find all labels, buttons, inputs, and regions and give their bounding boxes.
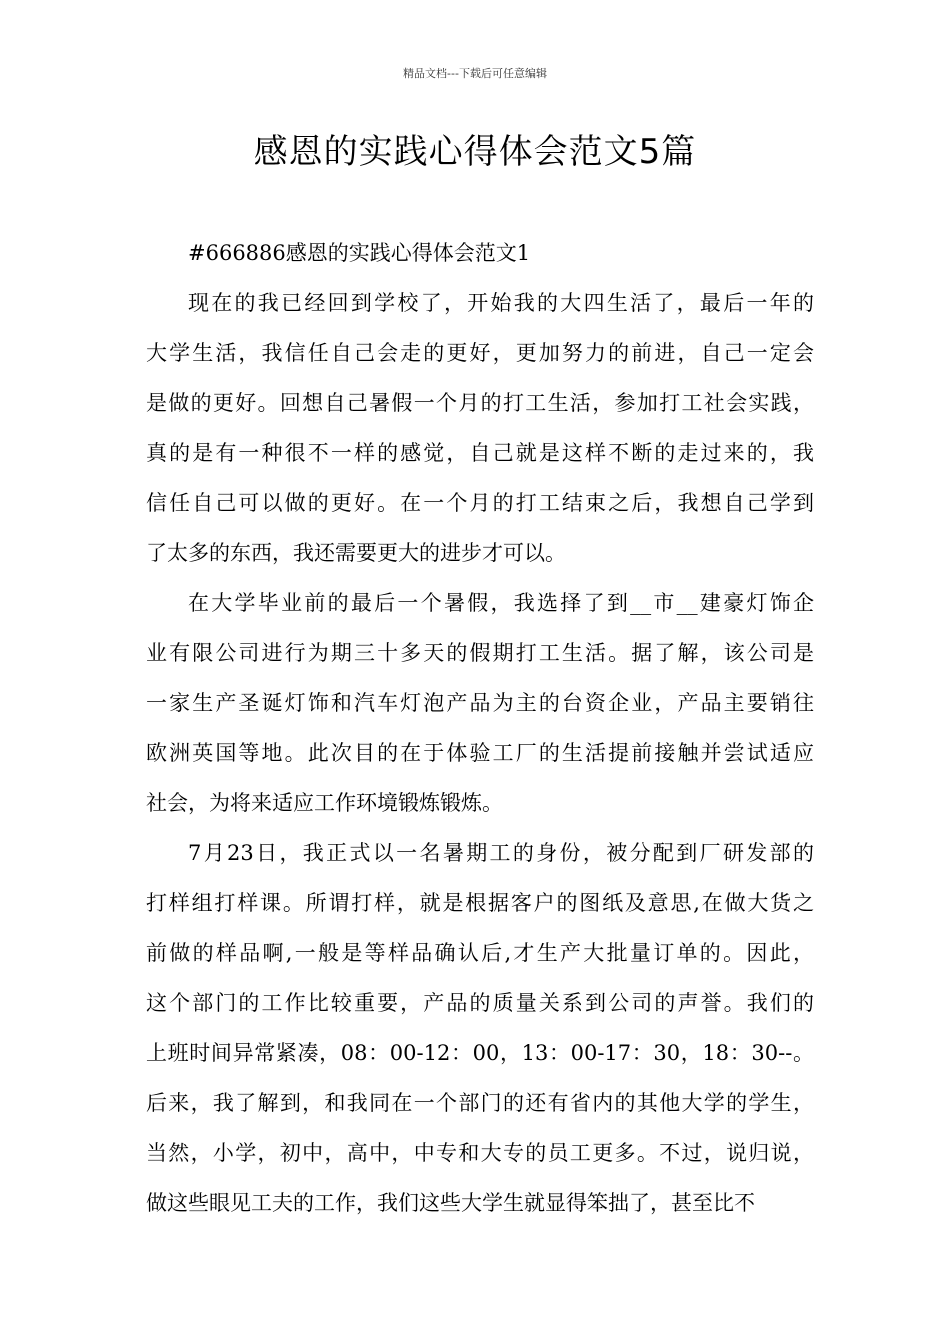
text-line: 这个部门的工作比较重要，产品的质量关系到公司的声誉。我们的 bbox=[146, 991, 814, 1015]
text-line: 欧洲英国等地。此次目的在于体验工厂的生活提前接触并尝试适应 bbox=[146, 741, 814, 765]
paragraph-3 bbox=[146, 828, 814, 1228]
text-line: 一家生产圣诞灯饰和汽车灯泡产品为主的台资企业，产品主要销往 bbox=[146, 691, 814, 715]
text-line: 社会，为将来适应工作环境锻炼锻炼。 bbox=[146, 791, 503, 815]
text-line: 业有限公司进行为期三十多天的假期打工生活。据了解，该公司是 bbox=[146, 641, 814, 665]
text-line: 了太多的东西，我还需要更大的进步才可以。 bbox=[146, 541, 566, 565]
text-line: 大学生活，我信任自己会走的更好，更加努力的前进，自己一定会 bbox=[146, 341, 814, 365]
text-line: 后来，我了解到，和我同在一个部门的还有省内的其他大学的学生， bbox=[146, 1091, 814, 1115]
paragraph-2 bbox=[146, 578, 814, 828]
text-line: 是做的更好。回想自己暑假一个月的打工生活，参加打工社会实践， bbox=[146, 391, 814, 415]
document-title: 感恩的实践心得体会范文5篇 bbox=[253, 132, 697, 172]
paragraph-1 bbox=[146, 278, 814, 578]
text-line: 上班时间异常紧凑，08：00-12：00，13：00-17：30，18：30--。 bbox=[146, 1041, 814, 1065]
text-line: 当然，小学，初中，高中，中专和大专的员工更多。不过，说归说， bbox=[146, 1141, 814, 1165]
text-line: 做这些眼见工夫的工作，我们这些大学生就显得笨拙了，甚至比不 bbox=[146, 1191, 755, 1215]
text-line: 7月23日，我正式以一名暑期工的身份，被分配到厂研发部的 bbox=[188, 841, 814, 865]
text-line: 真的是有一种很不一样的感觉，自己就是这样不断的走过来的，我 bbox=[146, 441, 814, 465]
document-body bbox=[146, 228, 814, 1228]
text-line: 打样组打样课。所谓打样，就是根据客户的图纸及意思,在做大货之 bbox=[146, 891, 814, 915]
text-line: 在大学毕业前的最后一个暑假，我选择了到__市__建豪灯饰企 bbox=[188, 591, 814, 615]
subheading-line: #666886感恩的实践心得体会范文1 bbox=[188, 241, 531, 265]
page-header-note: 精品文档---下载后可任意编辑 bbox=[403, 67, 547, 80]
paragraph-subheading bbox=[146, 228, 814, 278]
text-line: 现在的我已经回到学校了，开始我的大四生活了，最后一年的 bbox=[188, 291, 814, 315]
text-line: 信任自己可以做的更好。在一个月的打工结束之后，我想自己学到 bbox=[146, 491, 814, 515]
text-line: 前做的样品啊,一般是等样品确认后,才生产大批量订单的。因此， bbox=[146, 941, 814, 965]
